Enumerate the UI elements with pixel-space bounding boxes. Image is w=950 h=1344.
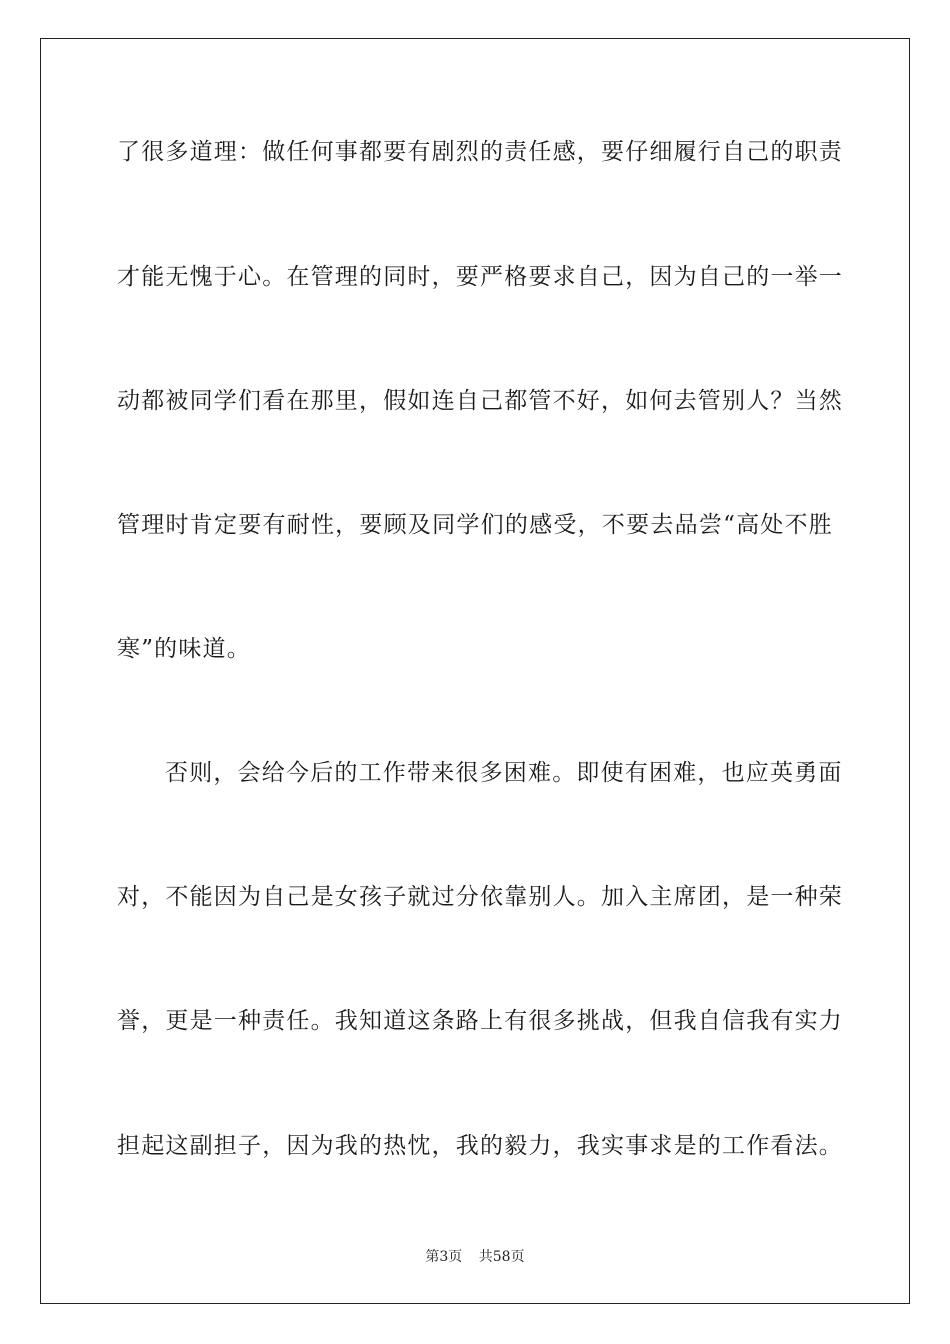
- page-border: [40, 38, 910, 1304]
- text-line: 才能无愧于心。在管理的同时，要严格要求自己，因为自己的一举一: [117, 264, 843, 290]
- text-line: 誉，更是一种责任。我知道这条路上有很多挑战，但我自信我有实力: [117, 1008, 843, 1034]
- text-line: 管理时肯定要有耐性，要顾及同学们的感受，不要去品尝“高处不胜: [117, 512, 833, 538]
- text-line: 对，不能因为自己是女孩子就过分依靠别人。加入主席团，是一种荣: [117, 884, 843, 910]
- page-number: 第3页: [425, 1249, 463, 1265]
- text-line: 动都被同学们看在那里，假如连自己都管不好，如何去管别人？当然: [117, 388, 843, 414]
- paragraph-first-line: 否则，会给今后的工作带来很多困难。即使有困难，也应英勇面: [165, 760, 843, 786]
- page-footer: [0, 1246, 950, 1266]
- text-line: 了很多道理：做任何事都要有剧烈的责任感，要仔细履行自己的职责: [117, 139, 843, 165]
- text-line: 担起这副担子，因为我的热忱，我的毅力，我实事求是的工作看法。: [117, 1133, 843, 1159]
- text-line: 寒”的味道。: [117, 636, 251, 662]
- page-total: 共58页: [478, 1249, 525, 1265]
